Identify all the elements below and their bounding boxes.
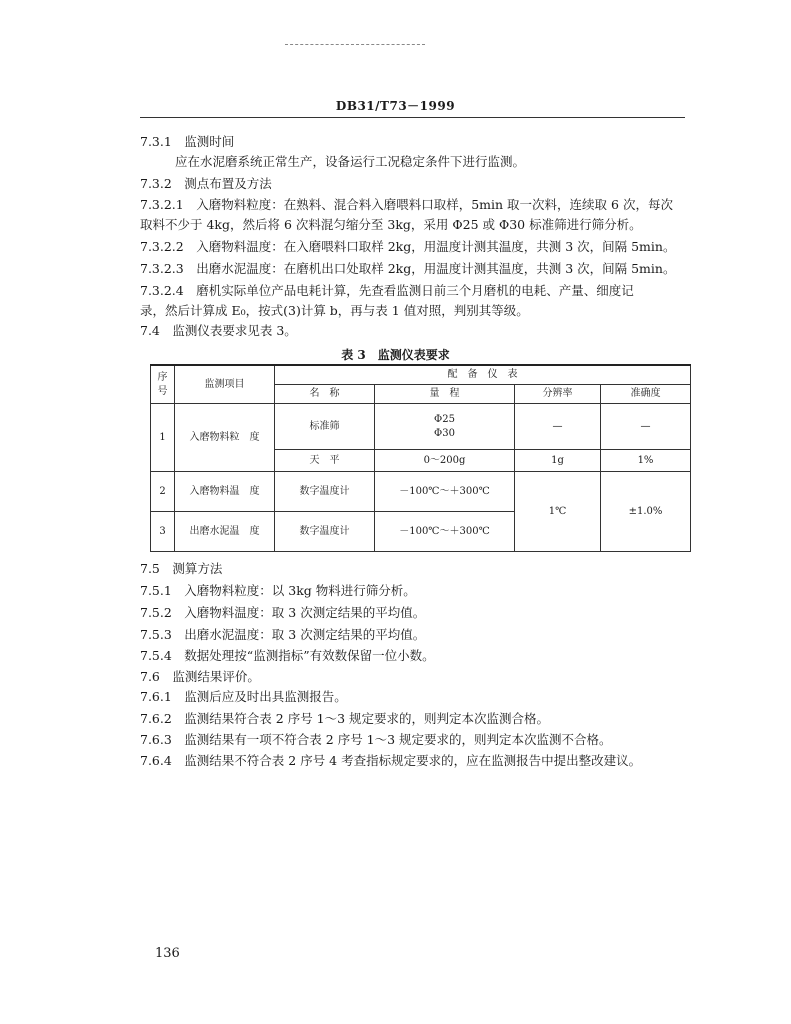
- row3-name: 数字温度计: [275, 512, 375, 552]
- top-scan-line: [285, 44, 425, 45]
- row1-item: 入磨物料粒 度: [175, 404, 275, 472]
- section-7-6-1: 7.6.1 监测后应及时出具监测报告。: [140, 689, 347, 704]
- section-7-3-1-title: 7.3.1 监测时间: [140, 134, 235, 149]
- page-number: 136: [155, 946, 180, 961]
- row3-range: －100℃～＋300℃: [375, 512, 515, 552]
- table-3-caption: 表 3 监测仪表要求: [341, 348, 450, 362]
- row1-seq: 1: [151, 404, 175, 472]
- row2-seq: 2: [151, 472, 175, 512]
- section-7-3-2-3: 7.3.2.3 出磨水泥温度：在磨机出口处取样 2kg，用温度计测其温度，共测 3 次，间隔 5min。: [140, 261, 676, 276]
- header-instrument: 配 备 仪 表: [275, 365, 691, 385]
- row1a-accuracy: —: [601, 404, 691, 450]
- row1b-range: 0～200g: [375, 450, 515, 472]
- header-resolution: 分辨率: [515, 385, 601, 404]
- row1a-name: 标准筛: [275, 404, 375, 450]
- section-7-3-1-body: 应在水泥磨系统正常生产，设备运行工况稳定条件下进行监测。: [175, 154, 526, 169]
- section-7-3-2-1-line1: 7.3.2.1 入磨物料粒度：在熟料、混合料入磨喂料口取样，5min 取一次料，连续取 6 次，每次: [140, 197, 673, 212]
- section-7-5-2: 7.5.2 入磨物料温度：取 3 次测定结果的平均值。: [140, 605, 426, 620]
- section-7-3-2-4-line2: 录，然后计算成 E₀，按式(3)计算 b，再与表 1 值对照，判别其等级。: [140, 303, 529, 318]
- section-7-6-2: 7.6.2 监测结果符合表 2 序号 1～3 规定要求的，则判定本次监测合格。: [140, 711, 550, 726]
- row3-seq: 3: [151, 512, 175, 552]
- row1b-name: 天 平: [275, 450, 375, 472]
- section-7-6-title: 7.6 监测结果评价。: [140, 669, 260, 684]
- section-7-3-2-1-line2: 取料不少于 4kg，然后将 6 次料混匀缩分至 3kg，采用 Φ25 或 Φ30 标准筛进行筛分析。: [140, 217, 642, 232]
- row3-item: 出磨水泥温 度: [175, 512, 275, 552]
- header-rule: [140, 117, 685, 118]
- section-7-5-1: 7.5.1 入磨物料粒度：以 3kg 物料进行筛分析。: [140, 583, 416, 598]
- section-7-5-title: 7.5 测算方法: [140, 561, 223, 576]
- section-7-5-3: 7.5.3 出磨水泥温度：取 3 次测定结果的平均值。: [140, 627, 426, 642]
- row2-name: 数字温度计: [275, 472, 375, 512]
- row2-item: 入磨物料温 度: [175, 472, 275, 512]
- header-name: 名 称: [275, 385, 375, 404]
- row1a-range-1: Φ25: [434, 413, 455, 425]
- row2-range: －100℃～＋300℃: [375, 472, 515, 512]
- header-item: 监测项目: [175, 365, 275, 404]
- section-7-3-2-title: 7.3.2 测点布置及方法: [140, 176, 272, 191]
- section-7-5-4: 7.5.4 数据处理按“监测指标”有效数保留一位小数。: [140, 648, 435, 663]
- row23-accuracy: ±1.0%: [601, 472, 691, 552]
- header-seq: 序号: [151, 365, 175, 404]
- section-7-6-3: 7.6.3 监测结果有一项不符合表 2 序号 1～3 规定要求的，则判定本次监测不合格。: [140, 732, 612, 747]
- row1a-range: [375, 404, 515, 450]
- section-7-4: 7.4 监测仪表要求见表 3。: [140, 323, 297, 338]
- section-7-3-2-4-line1: 7.3.2.4 磨机实际单位产品电耗计算，先查看监测日前三个月磨机的电耗、产量、细度记: [140, 283, 634, 298]
- document-code-header: DB31/T73－1999: [335, 99, 456, 113]
- row1b-resolution: 1g: [515, 450, 601, 472]
- row1a-range-2: Φ30: [434, 427, 455, 439]
- row1a-resolution: —: [515, 404, 601, 450]
- row1b-accuracy: 1%: [601, 450, 691, 472]
- row23-resolution: 1℃: [515, 472, 601, 552]
- header-accuracy: 准确度: [601, 385, 691, 404]
- header-range: 量 程: [375, 385, 515, 404]
- section-7-6-4: 7.6.4 监测结果不符合表 2 序号 4 考查指标规定要求的，应在监测报告中提出整改建议。: [140, 753, 642, 768]
- section-7-3-2-2: 7.3.2.2 入磨物料温度：在入磨喂料口取样 2kg，用温度计测其温度，共测 3 次，间隔 5min。: [140, 239, 676, 254]
- table-3-instruments: [150, 364, 691, 552]
